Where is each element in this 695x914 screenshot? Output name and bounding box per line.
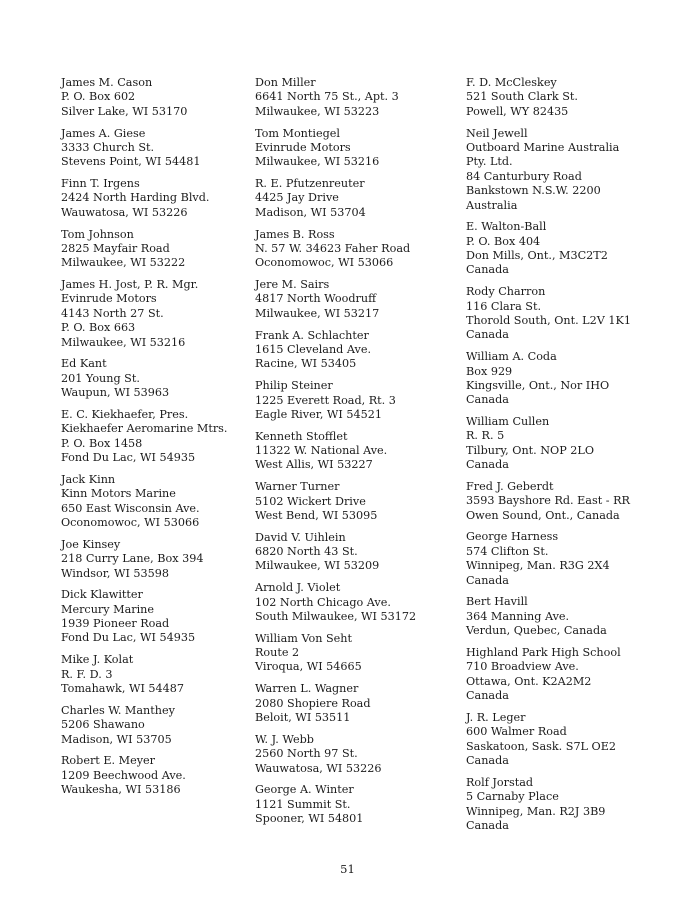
- address-entry: [255, 783, 445, 826]
- entry-name: Joe Kinsey: [61, 537, 121, 551]
- address-line: Fond Du Lac, WI 54935: [61, 451, 196, 465]
- address-line: Kingsville, Ont., Nor IHO: [466, 378, 610, 392]
- address-line: 5206 Shawano: [61, 718, 145, 732]
- address-entry: [466, 285, 676, 343]
- address-entry: [255, 379, 445, 422]
- address-column-3: [466, 76, 676, 841]
- address-line: Canada: [466, 263, 509, 277]
- entry-name: Rody Charron: [466, 285, 546, 299]
- address-line: Bankstown N.S.W. 2200: [466, 184, 601, 198]
- address-line: Milwaukee, WI 53223: [255, 104, 380, 118]
- address-entry: [255, 177, 445, 220]
- address-entry: [466, 776, 676, 834]
- address-line: Milwaukee, WI 53217: [255, 306, 380, 320]
- address-line: Canada: [466, 754, 509, 768]
- address-line: Waukesha, WI 53186: [61, 783, 181, 797]
- address-entry: [466, 480, 676, 523]
- entry-name: F. D. McCleskey: [466, 76, 557, 89]
- address-entry: [466, 530, 676, 588]
- address-line: Canada: [466, 818, 509, 832]
- address-line: 2080 Shopiere Road: [255, 696, 371, 710]
- entry-name: Neil Jewell: [466, 126, 528, 140]
- address-entry: [466, 76, 676, 119]
- entry-name: James B. Ross: [255, 227, 335, 241]
- address-line: Tomahawk, WI 54487: [61, 682, 185, 695]
- address-column-1: [61, 76, 241, 805]
- address-entry: [466, 220, 676, 278]
- address-line: 5 Carnaby Place: [466, 790, 559, 804]
- address-line: West Allis, WI 53227: [255, 458, 373, 472]
- address-entry: [466, 646, 676, 704]
- address-line: Milwaukee, WI 53216: [61, 335, 186, 349]
- address-line: Madison, WI 53705: [61, 732, 172, 746]
- address-line: 521 South Clark St.: [466, 90, 578, 104]
- address-entry: [61, 357, 241, 400]
- entry-name: Jere M. Sairs: [255, 278, 330, 292]
- address-line: Canada: [466, 328, 509, 342]
- address-entry: [61, 754, 241, 797]
- address-line: Pty. Ltd.: [466, 155, 513, 169]
- entry-name: Rolf Jorstad: [466, 775, 534, 789]
- address-line: Ottawa, Ont. K2A2M2: [466, 674, 592, 688]
- entry-name: Warren L. Wagner: [255, 682, 359, 696]
- entry-name: Jack Kinn: [61, 472, 116, 486]
- address-line: Mercury Marine: [61, 602, 154, 616]
- entry-name: Arnold J. Violet: [255, 581, 341, 595]
- address-entry: [466, 595, 676, 638]
- address-line: 4817 North Woodruff: [255, 292, 377, 306]
- address-entry: [255, 632, 445, 675]
- entry-name: William Von Seht: [255, 631, 352, 645]
- address-line: Waupun, WI 53963: [61, 386, 170, 400]
- entry-name: Tom Montiegel: [255, 126, 340, 140]
- entry-name: Frank A. Schlachter: [255, 328, 369, 342]
- entry-name: Robert E. Meyer: [61, 754, 155, 768]
- page-number: 51: [340, 862, 355, 876]
- address-line: 1121 Summit St.: [255, 797, 351, 811]
- entry-name: George A. Winter: [255, 783, 354, 797]
- address-line: 201 Young St.: [61, 371, 140, 385]
- address-entry: [61, 177, 241, 220]
- address-line: Wauwatosa, WI 53226: [255, 761, 382, 775]
- address-line: Evinrude Motors: [255, 140, 351, 154]
- address-line: 6641 North 75 St., Apt. 3: [255, 90, 399, 104]
- address-line: Milwaukee, WI 53209: [255, 559, 380, 573]
- address-line: Oconomowoc, WI 53066: [255, 256, 394, 270]
- address-line: Winnipeg, Man. R2J 3B9: [466, 804, 606, 818]
- entry-name: Charles W. Manthey: [61, 703, 175, 717]
- address-line: 574 Clifton St.: [466, 544, 549, 558]
- address-line: Australia: [466, 198, 518, 212]
- address-line: Silver Lake, WI 53170: [61, 104, 188, 118]
- address-line: P. O. Box 602: [61, 90, 136, 104]
- address-entry: [466, 711, 676, 769]
- address-entry: [255, 682, 445, 725]
- entry-name: James A. Giese: [61, 126, 146, 140]
- address-line: 11322 W. National Ave.: [255, 444, 388, 458]
- address-line: Madison, WI 53704: [255, 205, 366, 219]
- entry-name: Fred J. Geberdt: [466, 479, 554, 493]
- address-line: Windsor, WI 53598: [61, 566, 170, 580]
- entry-name: R. E. Pfutzenreuter: [255, 177, 365, 191]
- address-line: 1615 Cleveland Ave.: [255, 342, 372, 356]
- address-entry: [61, 278, 241, 350]
- address-line: R. F. D. 3: [61, 667, 113, 681]
- address-line: 6820 North 43 St.: [255, 545, 358, 559]
- entry-name: Tom Johnson: [61, 227, 134, 241]
- address-line: Spooner, WI 54801: [255, 812, 364, 826]
- entry-name: David V. Uihlein: [255, 530, 346, 544]
- entry-name: James H. Jost, P. R. Mgr.: [61, 278, 199, 292]
- address-line: 650 East Wisconsin Ave.: [61, 501, 200, 515]
- address-entry: [466, 127, 676, 213]
- entry-name: Highland Park High School: [466, 645, 621, 659]
- address-entry: [466, 350, 676, 408]
- address-line: 2825 Mayfair Road: [61, 241, 170, 255]
- address-line: P. O. Box 663: [61, 321, 136, 335]
- address-line: 600 Walmer Road: [466, 725, 567, 739]
- address-line: 710 Broadview Ave.: [466, 660, 579, 674]
- address-entry: [255, 531, 445, 574]
- address-line: Oconomowoc, WI 53066: [61, 516, 200, 530]
- address-line: Kinn Motors Marine: [61, 487, 176, 501]
- address-line: 4425 Jay Drive: [255, 191, 339, 205]
- address-entry: [255, 278, 445, 321]
- address-line: Evinrude Motors: [61, 292, 157, 306]
- address-entry: [61, 704, 241, 747]
- address-line: 116 Clara St.: [466, 299, 542, 313]
- address-line: 2424 North Harding Blvd.: [61, 191, 210, 205]
- address-line: Saskatoon, Sask. S7L OE2: [466, 739, 616, 753]
- address-entry: [61, 76, 241, 119]
- address-line: 2560 North 97 St.: [255, 747, 358, 761]
- entry-name: E. Walton-Ball: [466, 220, 547, 234]
- address-entry: [255, 76, 445, 119]
- entry-name: Don Miller: [255, 76, 316, 89]
- address-line: Verdun, Quebec, Canada: [466, 624, 607, 638]
- address-column-2: [255, 76, 445, 834]
- address-line: Route 2: [255, 646, 300, 660]
- entry-name: William Cullen: [466, 415, 550, 429]
- entry-name: E. C. Kiekhaefer, Pres.: [61, 407, 189, 421]
- address-line: Canada: [466, 393, 509, 407]
- address-line: 102 North Chicago Ave.: [255, 595, 391, 609]
- address-line: Tilbury, Ont. NOP 2LO: [466, 443, 595, 457]
- address-entry: [255, 581, 445, 624]
- address-line: Owen Sound, Ont., Canada: [466, 508, 620, 522]
- address-line: 1209 Beechwood Ave.: [61, 768, 186, 782]
- entry-name: Philip Steiner: [255, 379, 333, 393]
- address-line: 3593 Bayshore Rd. East - RR: [466, 494, 630, 508]
- address-line: Racine, WI 53405: [255, 357, 357, 371]
- address-line: Thorold South, Ont. L2V 1K1: [466, 313, 631, 327]
- address-entry: [61, 408, 241, 466]
- address-entry: [255, 228, 445, 271]
- entry-name: Finn T. Irgens: [61, 177, 140, 191]
- address-line: Outboard Marine Australia: [466, 140, 620, 154]
- entry-name: Ed Kant: [61, 357, 107, 371]
- address-line: Fond Du Lac, WI 54935: [61, 631, 196, 645]
- address-entry: [255, 329, 445, 372]
- address-line: 5102 Wickert Drive: [255, 494, 366, 508]
- address-entry: [61, 588, 241, 646]
- address-line: 1939 Pioneer Road: [61, 617, 170, 631]
- address-entry: [61, 653, 241, 696]
- entry-name: Kenneth Stofflet: [255, 429, 348, 443]
- address-line: Beloit, WI 53511: [255, 711, 351, 724]
- address-line: Winnipeg, Man. R3G 2X4: [466, 559, 610, 573]
- entry-name: George Harness: [466, 530, 559, 544]
- address-entry: [255, 733, 445, 776]
- address-entry: [255, 127, 445, 170]
- entry-name: Warner Turner: [255, 480, 340, 494]
- entry-name: Dick Klawitter: [61, 588, 143, 602]
- address-line: P. O. Box 1458: [61, 436, 143, 450]
- address-entry: [61, 473, 241, 531]
- address-line: Wauwatosa, WI 53226: [61, 205, 188, 219]
- entry-name: Bert Havill: [466, 595, 528, 609]
- address-line: N. 57 W. 34623 Faher Road: [255, 241, 411, 255]
- address-entry: [255, 480, 445, 523]
- address-line: Don Mills, Ont., M3C2T2: [466, 249, 608, 263]
- address-line: Eagle River, WI 54521: [255, 407, 382, 421]
- address-entry: [255, 430, 445, 473]
- address-line: 4143 North 27 St.: [61, 306, 164, 320]
- address-entry: [61, 127, 241, 170]
- entry-name: J. R. Leger: [466, 710, 526, 724]
- address-line: Powell, WY 82435: [466, 104, 569, 118]
- address-line: Viroqua, WI 54665: [255, 660, 362, 674]
- address-line: West Bend, WI 53095: [255, 508, 378, 522]
- address-entry: [61, 538, 241, 581]
- address-line: Stevens Point, WI 54481: [61, 155, 201, 169]
- address-line: 218 Curry Lane, Box 394: [61, 552, 204, 566]
- entry-name: James M. Cason: [61, 76, 153, 89]
- address-line: 1225 Everett Road, Rt. 3: [255, 393, 396, 407]
- address-line: 3333 Church St.: [61, 140, 155, 154]
- address-line: Milwaukee, WI 53222: [61, 256, 186, 270]
- address-line: 84 Canturbury Road: [466, 169, 582, 183]
- address-line: Canada: [466, 458, 509, 472]
- address-line: P. O. Box 404: [466, 234, 541, 248]
- address-entry: [466, 415, 676, 473]
- address-line: 364 Manning Ave.: [466, 609, 570, 623]
- address-line: Canada: [466, 573, 509, 587]
- entry-name: Mike J. Kolat: [61, 653, 134, 667]
- address-line: Kiekhaefer Aeromarine Mtrs.: [61, 422, 228, 436]
- address-line: Milwaukee, WI 53216: [255, 155, 380, 169]
- entry-name: William A. Coda: [466, 350, 557, 364]
- entry-name: W. J. Webb: [255, 732, 314, 746]
- address-line: South Milwaukee, WI 53172: [255, 609, 417, 623]
- address-line: Canada: [466, 689, 509, 703]
- address-line: R. R. 5: [466, 429, 505, 443]
- address-entry: [61, 228, 241, 271]
- address-line: Box 929: [466, 364, 513, 378]
